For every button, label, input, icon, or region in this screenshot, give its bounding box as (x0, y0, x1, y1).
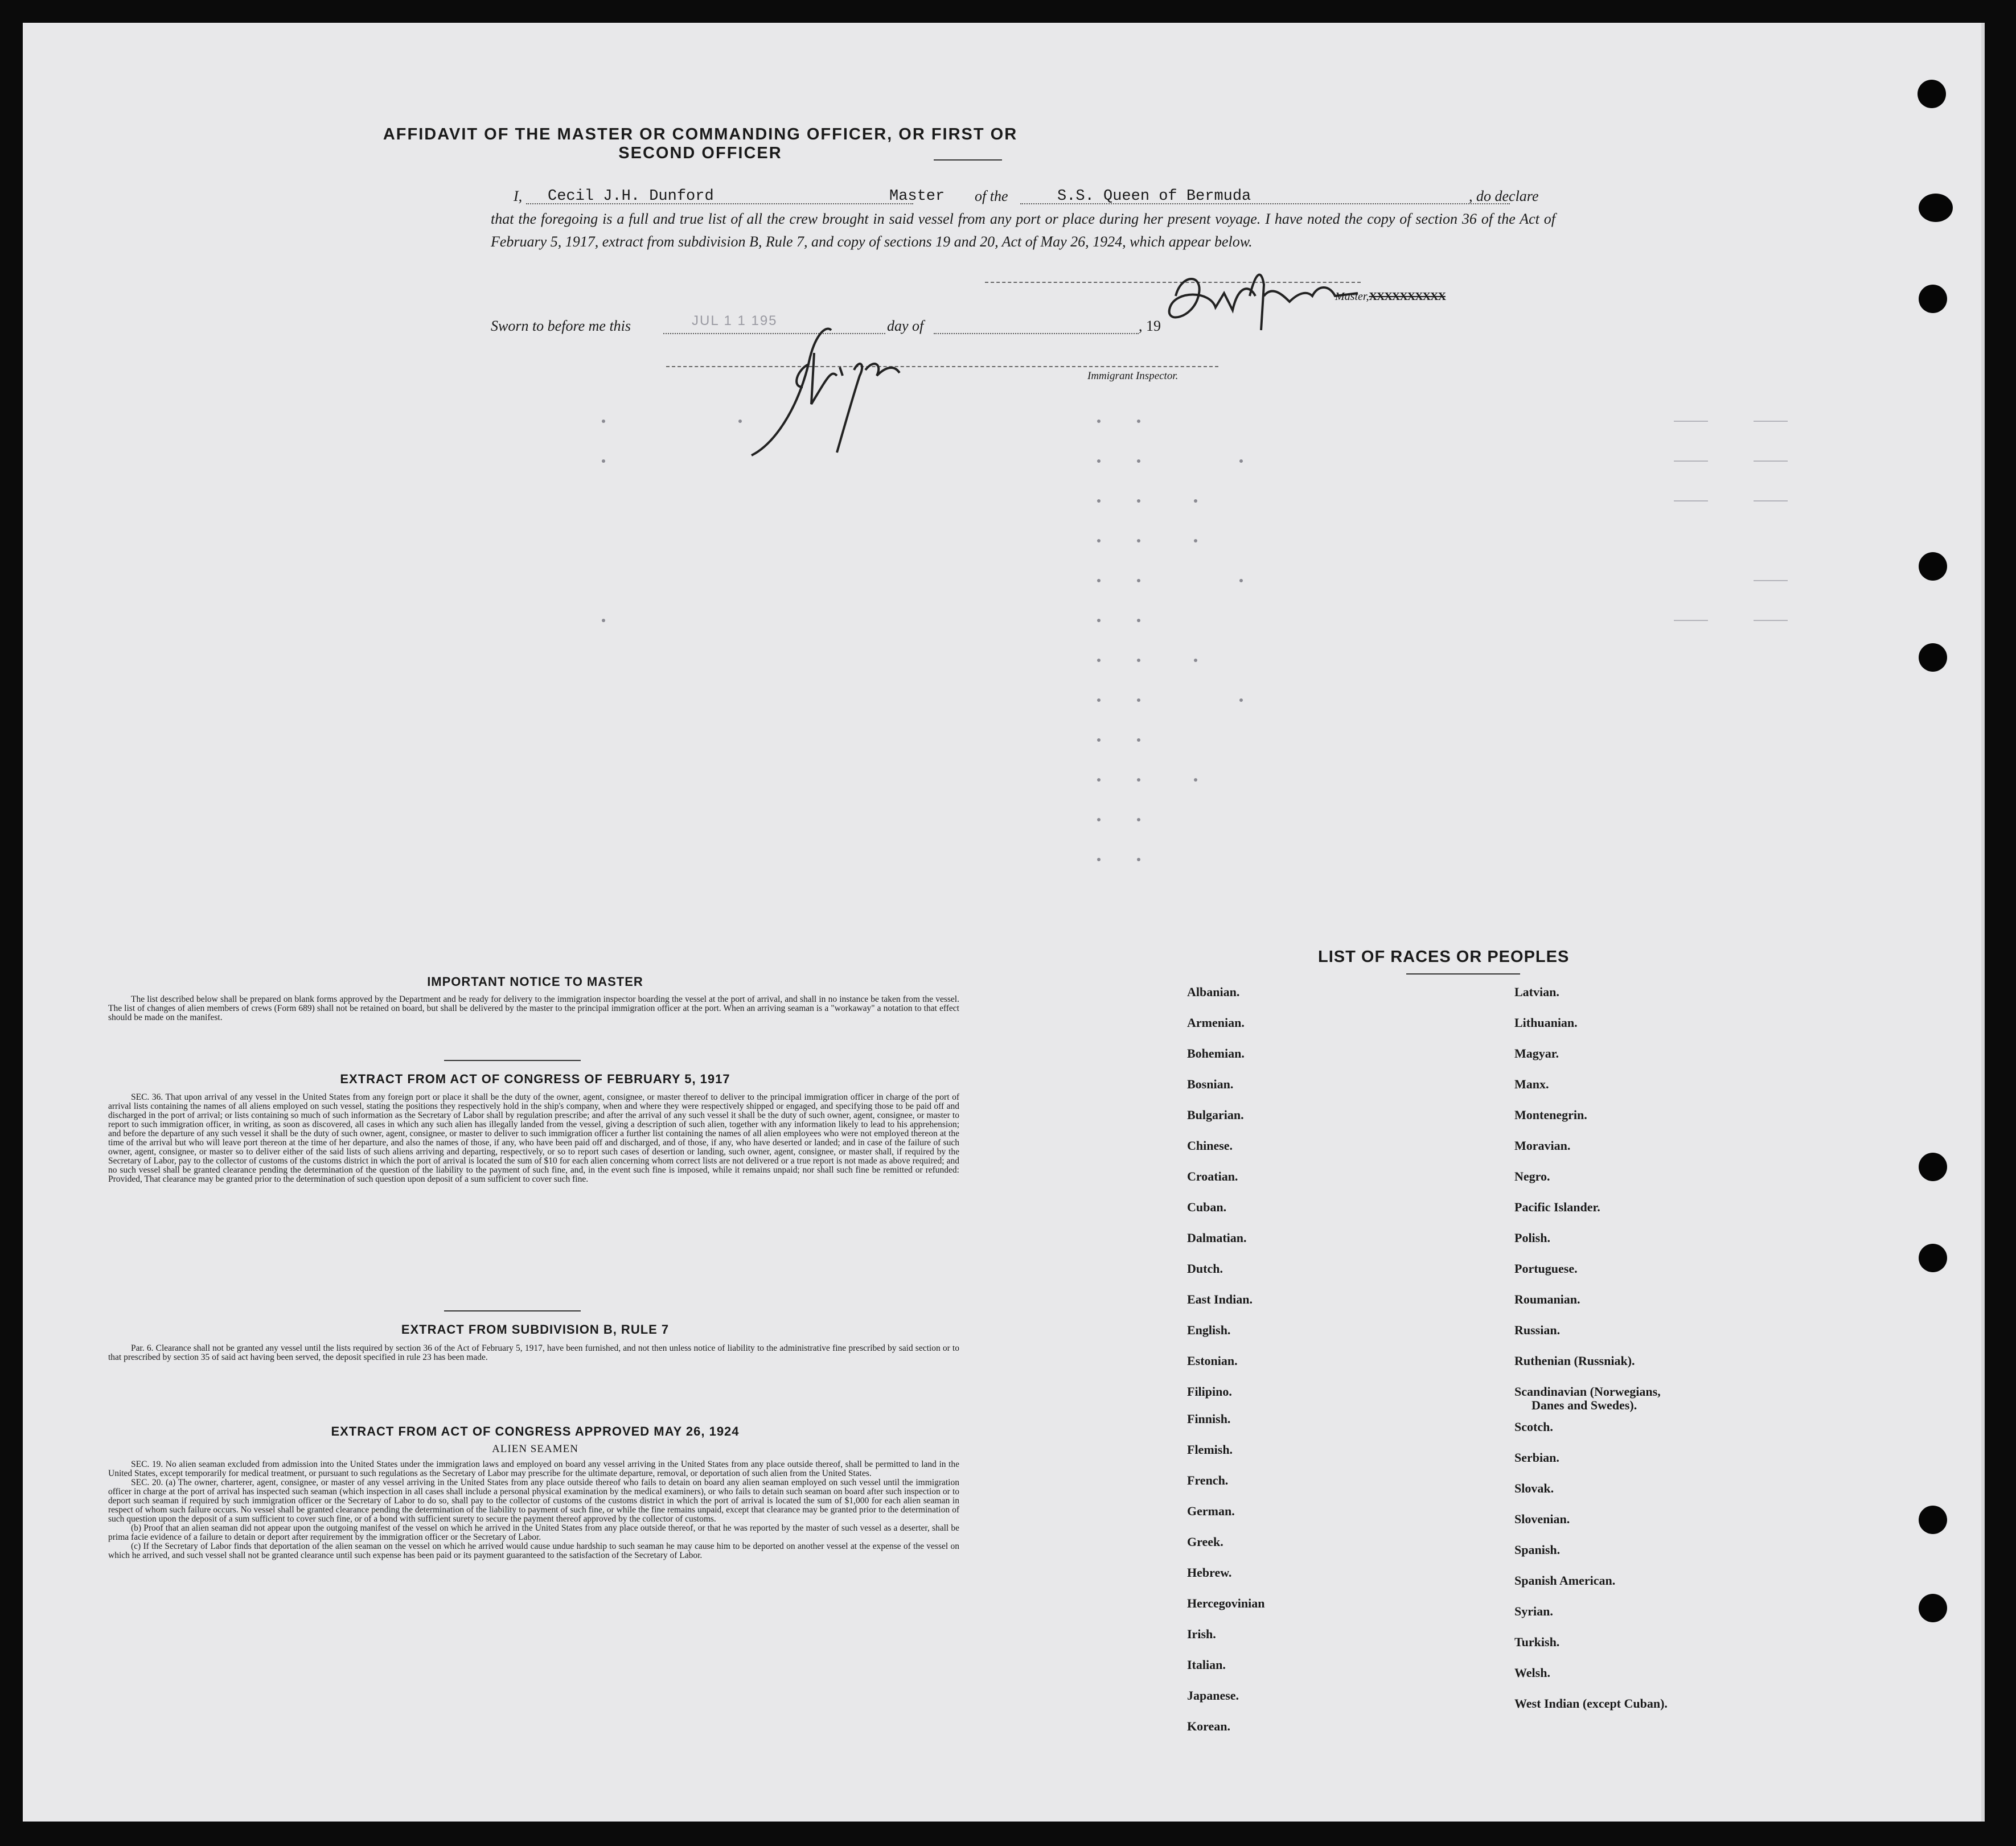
race-item: Negro. (1514, 1169, 1550, 1183)
i-label: I, (514, 188, 523, 204)
race-item: Portuguese. (1514, 1261, 1578, 1276)
race-item: Chinese. (1187, 1138, 1233, 1153)
punch-hole (1918, 80, 1946, 108)
race-item: Welsh. (1514, 1666, 1550, 1680)
master-signature (1159, 262, 1364, 342)
race-item: Pacific Islander. (1514, 1200, 1600, 1214)
rank-field: Master (889, 188, 945, 205)
race-item: Scotch. (1514, 1420, 1553, 1434)
declarant-line (491, 185, 1555, 208)
race-item: Slovenian. (1514, 1512, 1570, 1526)
day-of-label: day of (887, 318, 924, 334)
race-item: Flemish. (1187, 1442, 1233, 1457)
manifest-page (23, 23, 1985, 1822)
race-item: Finnish. (1187, 1412, 1231, 1426)
race-item: Russian. (1514, 1323, 1561, 1337)
race-item: Albanian. (1187, 985, 1240, 999)
race-item: Latvian. (1514, 985, 1559, 999)
punch-hole (1919, 285, 1947, 313)
punch-hole (1919, 194, 1953, 222)
race-item: Spanish. (1514, 1543, 1561, 1557)
race-item: Polish. (1514, 1231, 1550, 1245)
race-item: Korean. (1187, 1719, 1230, 1733)
race-item: Roumanian. (1514, 1292, 1580, 1306)
race-item: Scandinavian (Norwegians, (1514, 1384, 1661, 1399)
punch-hole (1919, 1153, 1947, 1181)
race-item: Montenegrin. (1514, 1108, 1587, 1122)
race-item: Greek. (1187, 1535, 1223, 1549)
punch-hole (1919, 1506, 1947, 1534)
race-item: Serbian. (1514, 1450, 1559, 1465)
rule7-text: Par. 6. Clearance shall not be granted any vessel until the lists required by section 36 of the Act of February 5, 1917, have been furnished, and not then unless notice of liability to the administrative fine prescribed by said section or to that prescribed by section 35 of said act having been served, the deposit specified in rule 23 has been made. (108, 1343, 959, 1362)
punch-hole (1919, 1594, 1947, 1622)
race-item: Turkish. (1514, 1635, 1560, 1649)
extract-1924-title: EXTRACT FROM ACT OF CONGRESS APPROVED MAY 26, 1924 (331, 1424, 740, 1438)
race-item: Hebrew. (1187, 1565, 1232, 1580)
rule7-title: EXTRACT FROM SUBDIVISION B, RULE 7 (401, 1322, 670, 1337)
race-item: West Indian (except Cuban). (1514, 1696, 1668, 1711)
extract-1924-text (108, 1460, 959, 1560)
sworn-line (491, 318, 631, 335)
master-label: Master, (1335, 290, 1369, 303)
race-item: East Indian. (1187, 1292, 1253, 1306)
affidavit-statement: that the foregoing is a full and true list of all the crew brought in said vessel from any port or place during her present voyage. I have noted the copy of section 36 of the Act of February 5, 1917, extract from subdivision B, Rule 7, and copy of sections 19 and 20, Act of May 26, 1924, which appear below. (491, 211, 1555, 250)
race-item: Lithuanian. (1514, 1015, 1578, 1030)
race-item: English. (1187, 1323, 1231, 1337)
race-item: Croatian. (1187, 1169, 1238, 1183)
affidavit-body (491, 185, 1555, 253)
of-the-label: of the (975, 188, 1008, 204)
inspector-signature (729, 319, 945, 467)
race-item: Bosnian. (1187, 1077, 1234, 1091)
sec19-text: SEC. 19. No alien seaman excluded from admission into the United States under the immigration laws and employed on board any vessel arriving in the United States from any place outside thereof, shall be permitted to land in the United States, except temporarily for medical treatment, or pursuant to such regulations as the Secretary of Labor may prescribe for the ultimate departure, removal, or deportation of such alien from the United States. (108, 1459, 959, 1478)
races-title: LIST OF RACES OR PEOPLES (1318, 948, 1570, 966)
race-item: Cuban. (1187, 1200, 1227, 1214)
race-item: Dutch. (1187, 1261, 1223, 1276)
race-item: German. (1187, 1504, 1235, 1518)
race-item: Magyar. (1514, 1046, 1559, 1060)
race-item: Danes and Swedes). (1531, 1398, 1637, 1412)
race-item: Irish. (1187, 1627, 1216, 1641)
race-item: Syrian. (1514, 1604, 1553, 1618)
race-item: Hercegovinian (1187, 1596, 1265, 1610)
punch-hole (1919, 1244, 1947, 1272)
race-item: Spanish American. (1514, 1573, 1616, 1588)
extract-1917-text: SEC. 36. That upon arrival of any vessel in the United States from any foreign port or place it shall be the duty of the owner, agent, consignee, or master thereof to deliver to the principal immigration officer in charge of the port of arrival lists containing the names of all aliens employed on such vessel, stating the positions they respectively hold in the ship's company, when and where they were respectively shipped or engaged, and specifying those to be paid off and discharged in the port of arrival; or lists containing so much of such information as the Secretary of Labor shall by regulation prescribe; and after the arrival of any such vessel it shall be the duty of such owner, agent, consignee, or master to report to such immigration officer, in writing, as soon as discovered, all cases in which any such alien has illegally landed from the vessel, giving a description of such alien, together with any information likely to lead to his apprehension; and before the departure of any such vessel it shall be the duty of such owner, agent, consignee, or master to deliver to such immigration officer a further list containing the names of all alien employees who were not employed thereon at the time of the arrival but who will leave port thereon at the time of her departure, and also the names of those, if any, who have been paid off and discharged, and of those, if any, who have deserted or landed; and in case of the failure of such owner, agent, consignee, or master so to deliver either of the said lists of such aliens arriving and departing, respectively, or so to report such cases of desertion or landing, such owner, agent, consignee, or master shall, if required by the Secretary of Labor, pay to the collector of customs of the customs district in which the port of arrival is located the sum of $10 for each alien concerning whom correct lists are not delivered or a true report is not made as above required; and no such vessel shall be granted clearance pending the determination of the question of the liability to the payment of such fine, and, in the event such fine is imposed, while it remains unpaid; nor shall such fine be remitted or refunded: Provided, That clearance may be granted prior to the determination of such question upon deposit of a sum sufficient to cover such fine. (108, 1092, 959, 1184)
title-rule (934, 159, 1002, 161)
year-label: , 19 (1139, 318, 1161, 334)
notice-text: The list described below shall be prepared on blank forms approved by the Department and be ready for delivery to the immigration inspector boarding the vessel at the port of arrival, and shall in no instance be taken from the vessel. The list of changes of alien members of crews (Form 689) shall not be retained on board, but shall be delivered by the master to the principal immigration officer at the port. When an arriving seaman is a "workaway" a notation to that effect should be made on the manifest. (108, 994, 959, 1022)
race-item: Dalmatian. (1187, 1231, 1247, 1245)
struck-title: XXXXXXXXXX (1369, 290, 1446, 303)
bleed-through-dots (535, 387, 1845, 956)
inspector-label: Immigrant Inspector. (1087, 370, 1179, 382)
do-declare-label: , do declare (1469, 188, 1539, 204)
master-name-field: Cecil J.H. Dunford (548, 188, 714, 205)
sec20b-text: (b) Proof that an alien seaman did not appear upon the outgoing manifest of the vessel on which he arrived in the United States from any place outside thereof, or that he was reported by the master of such vessel as a deserter, shall be prima facie evidence of a failure to detain or deport after requirement by the immigration officer or the Secretary of Labor. (108, 1523, 959, 1542)
race-item: French. (1187, 1473, 1229, 1487)
sec20c-text: (c) If the Secretary of Labor finds that deportation of the alien seaman on the vessel on which he arrived would cause undue hardship to such seaman he may cause him to be deported on another vessel at the expense of the vessel on which he arrived, and such vessel shall not be granted clearance until such expense has been paid or its payment guaranteed to the satisfaction of the Secretary of Labor. (108, 1541, 959, 1560)
date-stamp: JUL 1 1 195 (692, 313, 778, 328)
race-item: Bohemian. (1187, 1046, 1245, 1060)
sworn-label: Sworn to before me this (491, 318, 631, 334)
race-item: Bulgarian. (1187, 1108, 1244, 1122)
vessel-name-field: S.S. Queen of Bermuda (1057, 188, 1251, 205)
race-item: Manx. (1514, 1077, 1549, 1091)
race-item: Filipino. (1187, 1384, 1232, 1399)
race-item: Ruthenian (Russniak). (1514, 1354, 1635, 1368)
punch-hole (1919, 643, 1947, 672)
sec20a-text: SEC. 20. (a) The owner, charterer, agent, consignee, or master of any vessel arriving in the United States from any place outside thereof who fails to detain on board any alien seaman employed on such vessel until the immigration officer in charge at the port of arrival has inspected such seaman (which inspection in all cases shall include a personal physical examination by the medical examiners), or who fails to detain such seaman on board after such inspection or to deport such seaman if required by such immigration officer or the Secretary of Labor to do so, shall pay to the collector of customs of the customs district in which the port of arrival is located the sum of $1,000 for each alien seaman in respect of whom such failure occurs. No vessel shall be granted clearance pending the determination of the liability to payment of such fine, or while the fine remains unpaid, except that clearance may be granted prior to the determination of such question upon the deposit of a sum sufficient to cover such fine, or of a bond with sufficient surety to secure the payment thereof approved by the collector of customs. (108, 1478, 959, 1524)
race-item: Armenian. (1187, 1015, 1245, 1030)
race-item: Japanese. (1187, 1688, 1239, 1703)
notice-title: IMPORTANT NOTICE TO MASTER (427, 975, 643, 989)
race-item: Slovak. (1514, 1481, 1554, 1495)
race-item: Moravian. (1514, 1138, 1571, 1153)
punch-hole (1919, 552, 1947, 581)
race-item: Estonian. (1187, 1354, 1238, 1368)
extract-1917-title: EXTRACT FROM ACT OF CONGRESS OF FEBRUARY 5, 1917 (340, 1072, 730, 1086)
alien-seamen-subtitle: ALIEN SEAMEN (492, 1443, 578, 1455)
affidavit-title: AFFIDAVIT OF THE MASTER OR COMMANDING OFFICER, OR FIRST OR SECOND OFFICER (383, 125, 1018, 162)
race-item: Italian. (1187, 1658, 1226, 1672)
